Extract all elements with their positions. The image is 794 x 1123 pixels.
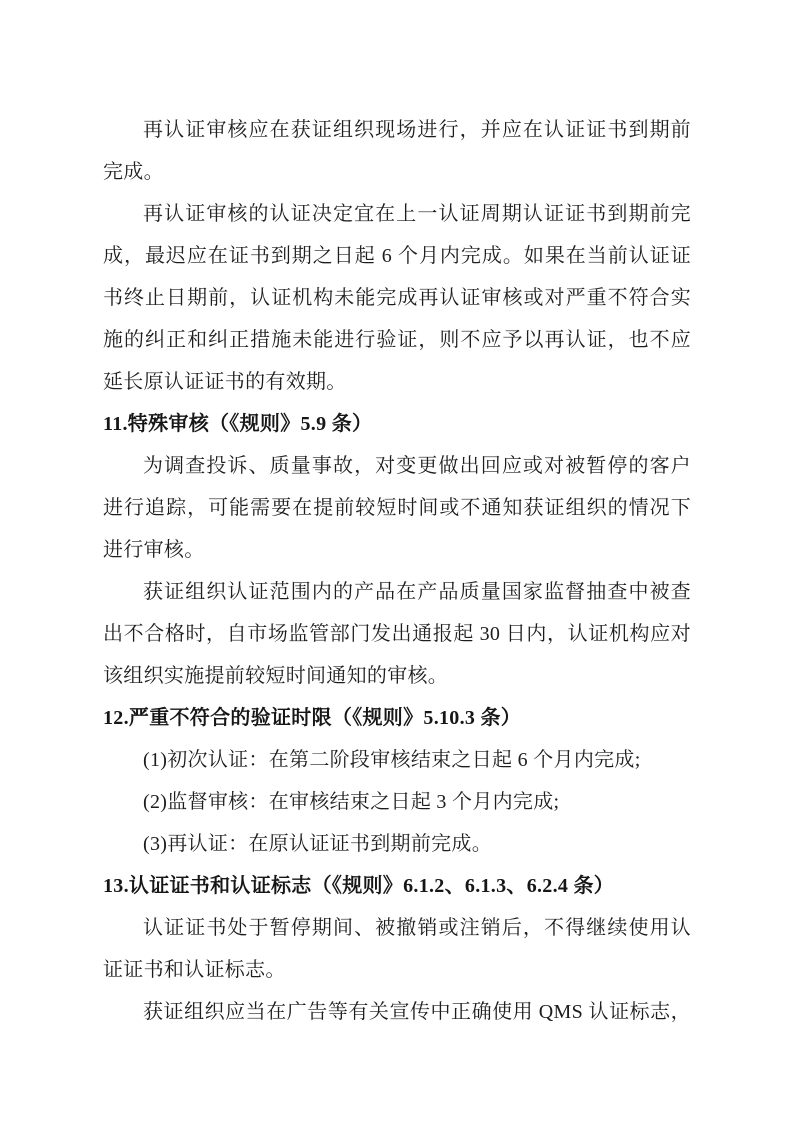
text-column [103, 109, 691, 1033]
text-line: 认证证书处于暂停期间、被撤销或注销后，不得继续使用认 [143, 917, 691, 939]
text-line: 延长原认证证书的有效期。 [103, 371, 347, 393]
text-line: (2)监督审核：在审核结束之日起 3 个月内完成; [143, 791, 560, 813]
text-line: 再认证审核应在获证组织现场进行，并应在认证证书到期前 [143, 119, 691, 141]
section-heading-12-nc-verification-deadline [103, 697, 691, 739]
text-line: 施的纠正和纠正措施未能进行验证，则不应予以再认证，也不应 [103, 329, 691, 351]
text-line: 获证组织应当在广告等有关宣传中正确使用 QMS 认证标志， [143, 1001, 691, 1023]
text-line: 完成。 [103, 161, 164, 183]
text-line: 出不合格时，自市场监管部门发出通报起 30 日内，认证机构应对 [103, 623, 691, 645]
paragraph-special-audit-reasons [103, 445, 691, 571]
text-line: 获证组织认证范围内的产品在产品质量国家监督抽查中被查 [143, 581, 691, 603]
list-item-surveillance-audit [103, 781, 691, 823]
list-item-recertification [103, 823, 691, 865]
text-line: 书终止日期前，认证机构未能完成再认证审核或对严重不符合实 [103, 287, 691, 309]
section-heading-11-special-audit [103, 403, 691, 445]
paragraph-reaudit-decision-deadline [103, 193, 691, 403]
list-item-initial-certification [103, 739, 691, 781]
section-heading-text: 11.特殊审核（《规则》5.9 条） [103, 413, 373, 435]
text-line: 为调查投诉、质量事故，对变更做出回应或对被暂停的客户 [143, 455, 691, 477]
text-line: 该组织实施提前较短时间通知的审核。 [103, 665, 449, 687]
paragraph-reaudit-onsite [103, 109, 691, 193]
text-line: (1)初次认证：在第二阶段审核结束之日起 6 个月内完成; [143, 749, 641, 771]
text-line: 证证书和认证标志。 [103, 959, 286, 981]
text-line: 进行追踪，可能需要在提前较短时间或不通知获证组织的情况下 [103, 497, 691, 519]
paragraph-certificate-suspension-usage [103, 907, 691, 991]
text-line: 进行审核。 [103, 539, 205, 561]
paragraph-qms-mark-in-advertising [103, 991, 691, 1033]
text-line: 成，最迟应在证书到期之日起 6 个月内完成。如果在当前认证证 [103, 245, 691, 267]
section-heading-text: 13.认证证书和认证标志（《规则》6.1.2、6.1.3、6.2.4 条） [103, 875, 615, 897]
paragraph-spot-check-failure [103, 571, 691, 697]
text-line: (3)再认证：在原认证证书到期前完成。 [143, 833, 493, 855]
section-heading-13-certificate-and-mark [103, 865, 691, 907]
text-line: 再认证审核的认证决定宜在上一认证周期认证证书到期前完 [143, 203, 691, 225]
section-heading-text: 12.严重不符合的验证时限（《规则》5.10.3 条） [103, 707, 522, 729]
